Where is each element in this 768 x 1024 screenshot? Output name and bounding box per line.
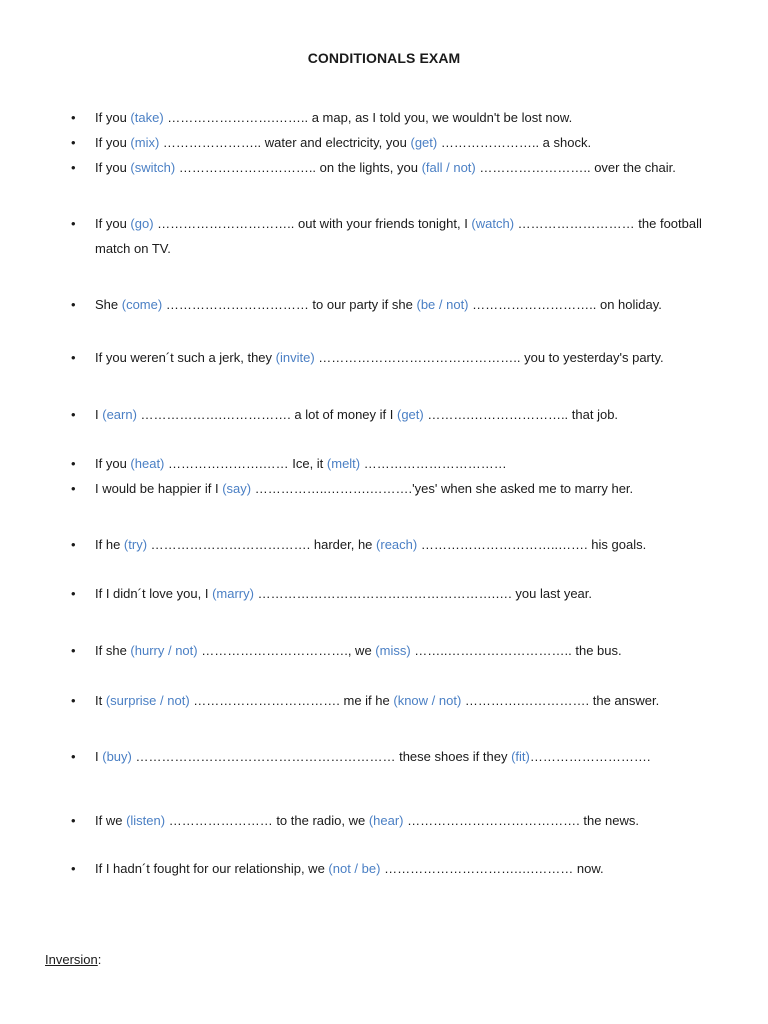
bullet-icon: • xyxy=(71,813,76,828)
section-heading-inversion xyxy=(45,950,101,970)
exercise-item xyxy=(71,402,735,427)
exercise-item xyxy=(71,292,735,317)
verb-prompt: (take) xyxy=(130,110,164,125)
verb-prompt: (come) xyxy=(121,297,163,312)
sentence-text: ……………….……………. a lot of money if I xyxy=(136,407,397,422)
sentence-text: If you xyxy=(95,456,131,471)
verb-prompt: (know / not) xyxy=(393,693,462,708)
verb-prompt: (listen) xyxy=(126,813,166,828)
exercise-item xyxy=(71,808,735,833)
exercise-item xyxy=(71,856,735,881)
exercise-item xyxy=(71,130,735,155)
sentence-text: …………………………… xyxy=(360,456,507,471)
sentence-text: …………………… to the radio, we xyxy=(165,813,369,828)
sentence-text: If we xyxy=(95,813,127,828)
bullet-icon: • xyxy=(71,456,76,471)
sentence-text: ………….……………. the answer. xyxy=(461,693,660,708)
bullet-icon: • xyxy=(71,160,76,175)
sentence-text: If you xyxy=(95,216,131,231)
sentence-text: ……………………………. me if he xyxy=(189,693,394,708)
sentence-text: I xyxy=(95,407,103,422)
exercise-item xyxy=(71,638,735,663)
sentence-text: I would be happier if I xyxy=(95,481,223,496)
verb-prompt: (fit) xyxy=(511,749,530,764)
sentence-text: ……………………… the football match on TV. xyxy=(95,216,702,256)
verb-prompt: (say) xyxy=(222,481,252,496)
verb-prompt: (hear) xyxy=(368,813,404,828)
verb-prompt: (surprise / not) xyxy=(105,693,190,708)
sentence-text: If I hadn´t fought for our relationship, we xyxy=(95,861,329,876)
verb-prompt: (try) xyxy=(123,537,148,552)
exercise-item xyxy=(71,688,735,713)
sentence-text: ………………………….. out with your friends tonight, I xyxy=(153,216,472,231)
verb-prompt: (get) xyxy=(410,135,438,150)
sentence-text: ……..……………………….. the bus. xyxy=(410,643,622,658)
verb-prompt: (get) xyxy=(396,407,424,422)
verb-prompt: (miss) xyxy=(375,643,411,658)
verb-prompt: (buy) xyxy=(102,749,132,764)
sentence-text: …………………………………………………… these shoes if they xyxy=(131,749,512,764)
sentence-text: ………………………….. on the lights, you xyxy=(175,160,422,175)
sentence-text: …………………………… to our party if she xyxy=(162,297,417,312)
sentence-text: If you weren´t such a jerk, they xyxy=(95,350,276,365)
verb-prompt: (not / be) xyxy=(328,861,381,876)
verb-prompt: (switch) xyxy=(130,160,176,175)
bullet-icon: • xyxy=(71,861,76,876)
verb-prompt: (be / not) xyxy=(416,297,469,312)
exercise-item xyxy=(71,476,735,501)
sentence-text: If she xyxy=(95,643,131,658)
sentence-text: I xyxy=(95,749,103,764)
sentence-text: It xyxy=(95,693,106,708)
exercise-item xyxy=(71,451,735,476)
sentence-text: ……………………………………………….…. you last year. xyxy=(253,586,592,601)
verb-prompt: (reach) xyxy=(376,537,418,552)
sentence-text: ……………………….. on holiday. xyxy=(468,297,662,312)
verb-prompt: (earn) xyxy=(102,407,137,422)
page-title: CONDITIONALS EXAM xyxy=(307,50,461,66)
sentence-text: ………………………………. harder, he xyxy=(147,537,377,552)
bullet-icon: • xyxy=(71,643,76,658)
verb-prompt: (go) xyxy=(130,216,154,231)
bullet-icon: • xyxy=(71,481,76,496)
sentence-text: ……………..……….……….'yes' when she asked me to marry her. xyxy=(251,481,634,496)
bullet-icon: • xyxy=(71,749,76,764)
sentence-text: ………………………….….……… now. xyxy=(380,861,604,876)
section-heading-label: Inversion xyxy=(45,952,98,967)
verb-prompt: (mix) xyxy=(130,135,160,150)
verb-prompt: (invite) xyxy=(275,350,315,365)
bullet-icon: • xyxy=(71,693,76,708)
sentence-text: ………………….. water and electricity, you xyxy=(159,135,411,150)
sentence-text: If I didn´t love you, I xyxy=(95,586,213,601)
sentence-text: She xyxy=(95,297,122,312)
sentence-text: ………………….. a shock. xyxy=(437,135,592,150)
bullet-icon: • xyxy=(71,350,76,365)
sentence-text: …………………………………. the news. xyxy=(403,813,639,828)
exercise-item xyxy=(71,581,735,606)
sentence-text: If you xyxy=(95,160,131,175)
bullet-icon: • xyxy=(71,135,76,150)
exercise-item xyxy=(71,744,735,769)
sentence-text: …………………….. over the chair. xyxy=(475,160,676,175)
sentence-text: ……………………………., we xyxy=(197,643,376,658)
verb-prompt: (marry) xyxy=(212,586,254,601)
bullet-icon: • xyxy=(71,216,76,231)
exercise-item xyxy=(71,105,735,130)
sentence-text: If you xyxy=(95,135,131,150)
bullet-icon: • xyxy=(71,407,76,422)
section-heading-colon: : xyxy=(97,952,102,967)
bullet-icon: • xyxy=(71,537,76,552)
exercise-item xyxy=(71,211,735,261)
sentence-text: …………………………..……. his goals. xyxy=(417,537,647,552)
sentence-text: ………………………. xyxy=(529,749,651,764)
sentence-text: If you xyxy=(95,110,131,125)
verb-prompt: (fall / not) xyxy=(421,160,476,175)
verb-prompt: (heat) xyxy=(130,456,165,471)
sentence-text: ………………….…… Ice, it xyxy=(164,456,327,471)
bullet-icon: • xyxy=(71,297,76,312)
verb-prompt: (melt) xyxy=(326,456,361,471)
exercise-item xyxy=(71,155,735,180)
verb-prompt: (watch) xyxy=(471,216,515,231)
sentence-text: …………………….…….. a map, as I told you, we wouldn't be lost now. xyxy=(163,110,573,125)
bullet-icon: • xyxy=(71,586,76,601)
exercise-item xyxy=(71,532,735,557)
sentence-text: If he xyxy=(95,537,124,552)
sentence-text: ……………………………………….. you to yesterday's party. xyxy=(314,350,664,365)
sentence-text: ……….………………….. that job. xyxy=(423,407,619,422)
verb-prompt: (hurry / not) xyxy=(130,643,198,658)
bullet-icon: • xyxy=(71,110,76,125)
exercise-item xyxy=(71,345,735,370)
